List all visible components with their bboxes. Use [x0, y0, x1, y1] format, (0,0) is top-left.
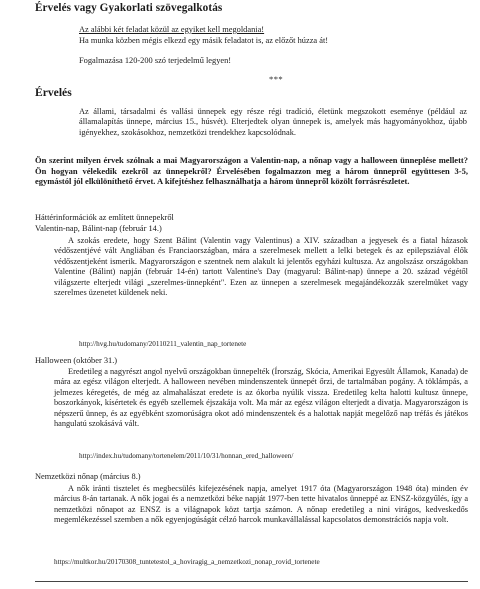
- halloween-paragraph: Eredetileg a nagyrészt angol nyelvű országokban ünnepelték (Írország, Skócia, Amerikai Egyesült Államok, Kanada) de mára az egész világon elterjedt. A halloween nevében mindenszentek ünnepét őrzi, de tartalmában pogány. A töklámpás, a jelmezes kéregetés, de még az almahalászat eredete is az ókorba nyúlik vissza. Eredetileg kelta halotti kultusz ünnepe, boszorkányok, kísértetek és egyéb szellemek éjszakája volt. Ma már az egész világon elterjedt a divatja. Magyarországon is népszerű ünnep, és az egyébként szomorúságra okot adó mindenszentek és a halottak napját megelőző nap tréfás és játékos hangulatú szokásává vált.: [54, 367, 468, 429]
- noap-text-block: [54, 484, 468, 526]
- halloween-source-link[interactable]: http://index.hu/tudomany/tortenelem/2011/10/31/honnan_ered_halloween/: [79, 452, 294, 460]
- instruction-line-2: Ha munka közben mégis elkezd egy másik feladatot is, az előzőt húzza át!: [79, 36, 329, 45]
- noap-paragraph: A nők iránti tisztelet és megbecsülés kifejezésének napja, amelyet 1917 óta (Magyarországon 1948 óta) minden év március 8-án tartanak. A nők jogai és a nemzetközi béke napját 1977-ben tette hivatalos ünneppé az ENSZ-közgyűlés, így a nemzetközi nőnapot az ENSZ is a világnapok közt tartja számon. A nőnap eredetileg a nini virágos, kedveskedős megemlékezéssel szemben a nők egyenjogúságát célzó harcok munkavállalással kapcsolatos demonstrációs napja volt.: [54, 484, 468, 525]
- valentin-heading: Valentin-nap, Bálint-nap (február 14.): [35, 224, 162, 233]
- task-question: Ön szerint milyen érvek szólnak a mai Magyarországon a Valentin-nap, a nőnap vagy a halloween ünneplése mellett? Ön hogyan vélekedik ezekről az ünnepekről? Érvelésében fogalmazzon meg a három ünnepről együttesen 3-5, egymástól jól elkülöníthető érvet. A kifejtéshez felhasználhatja a három ünnepről közölt forrásrészletet.: [35, 155, 468, 187]
- halloween-heading: Halloween (október 31.): [35, 356, 118, 365]
- section-heading: Érvelés: [35, 86, 72, 99]
- instruction-line-1: [79, 25, 264, 35]
- instruction-line-3: Fogalmazása 120-200 szó terjedelmű legyen!: [79, 56, 232, 65]
- valentin-paragraph: A szokás eredete, hogy Szent Bálint (Valentin vagy Valentinus) a XIV. században a jegyesek és a fiatal házasok védőszentjévé vált Angliában és Franciaországban, mára a szerelmesek mellett a lelki betegek és az epilepsziával élők védőszentjeként ismerik. Magyarországon e szentnek nem alakult ki jelentős egyházi kultusza. Az angolszász országokban Valentine (Bálint) napján (február 14-én) tartott Valentine's Day (magyarul: Bálint-nap) ünnepe a 20. század végétől világszerte elterjedt világi „szerelmes-ünnepként". Ezen az ünnepen a szerelmesek megajándékozzák szerelmüket vagy szerelmes üzenetet küldenek neki.: [54, 236, 468, 298]
- valentin-text-block: [54, 236, 468, 298]
- bottom-rule: [35, 581, 468, 582]
- section-separator: ***: [269, 74, 284, 84]
- intro-paragraph: Az állami, társadalmi és vallási ünnepek egy része régi tradíció, életünk megszokott eseménye (például az államalapítás ünnepe, március 15., húsvét). Elterjedtek olyan ünnepek is, amelyek más hagyományokhoz, újabb igényekhez, szokásokhoz, nemzetközi trendekhez kapcsolódnak.: [79, 107, 467, 137]
- valentin-source-link[interactable]: http://hvg.hu/tudomany/20110211_valentin_nap_tortenete: [79, 340, 247, 348]
- halloween-text-block: [54, 367, 468, 429]
- background-intro: Háttérinformációk az említett ünnepekről: [35, 213, 174, 222]
- instruction-line-1-text: Az alábbi két feladat közül az egyiket kell megoldania!: [79, 25, 265, 34]
- page-title: Érvelés vagy Gyakorlati szövegalkotás: [35, 2, 223, 14]
- noap-heading: Nemzetközi nőnap (március 8.): [35, 472, 141, 481]
- noap-source-link[interactable]: https://multkor.hu/20170308_tuntetestol_a_hoviragig_a_nemzetkozi_nonap_rovid_tortenete: [54, 558, 320, 566]
